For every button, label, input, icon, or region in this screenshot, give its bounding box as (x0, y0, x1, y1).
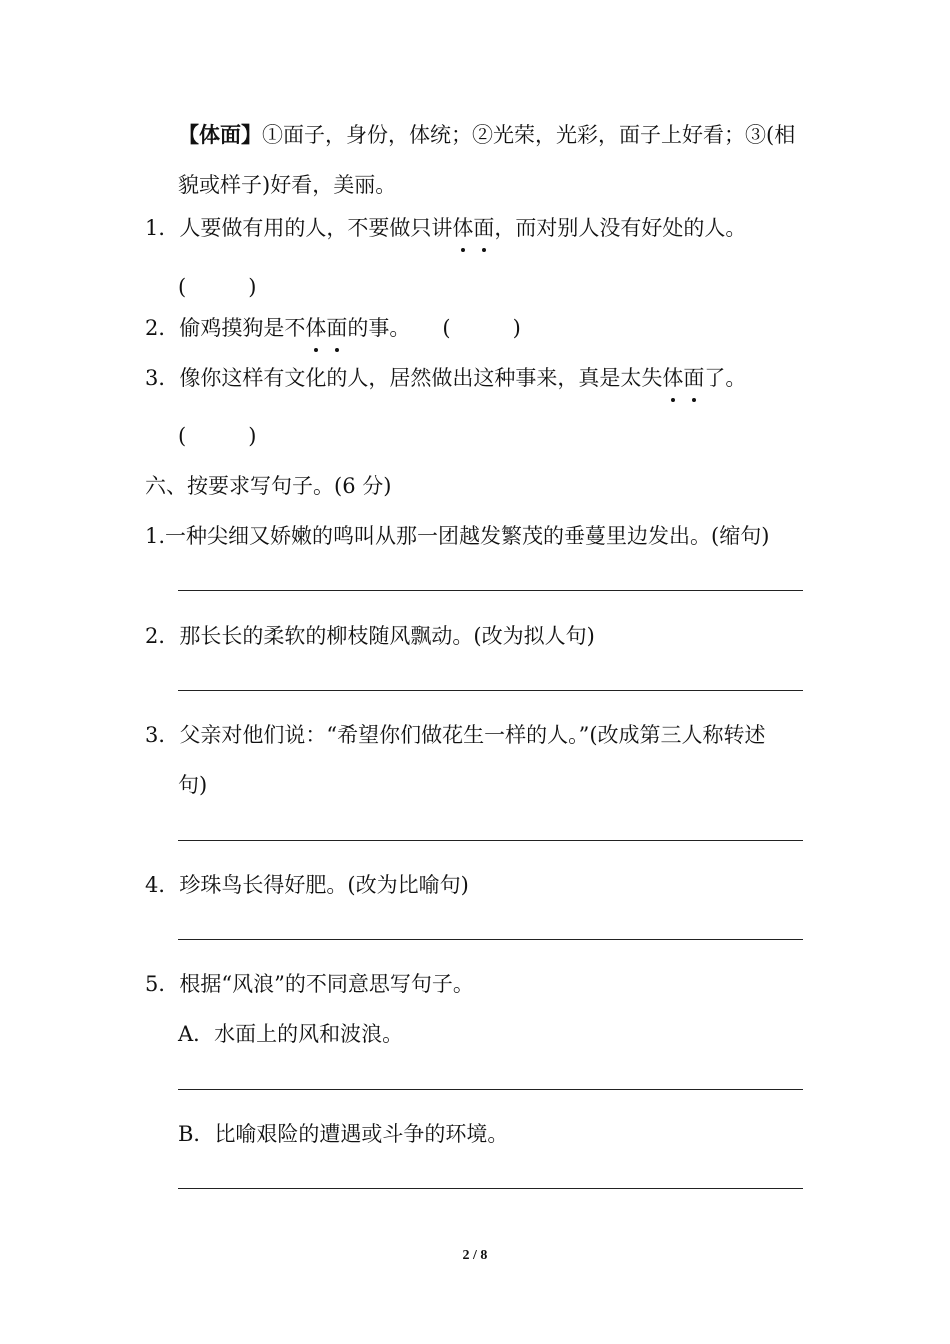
question-4: 4．珍珠鸟长得好肥。(改为比喻句) (145, 873, 469, 897)
definition-term: 【体面】 (178, 122, 262, 147)
emphasis-char: 体 (305, 313, 326, 343)
definition-meaning: ①面子，身份，体统；②光荣，光彩，面子上好看；③(相 (262, 123, 796, 147)
tiwan-item-1: 1．人要做有用的人，不要做只讲体面，而对别人没有好处的人。 (145, 213, 746, 243)
definition-line-1 (178, 120, 795, 150)
question-5: 5．根据“风浪”的不同意思写句子。 (145, 972, 474, 996)
question-1: 1.一种尖细又娇嫩的鸣叫从那一团越发繁茂的垂蔓里边发出。(缩句) (145, 524, 770, 548)
question-2: 2．那长长的柔软的柳枝随风飘动。(改为拟人句) (145, 624, 595, 648)
section-6-title: 六、按要求写句子。(6 分) (145, 474, 392, 498)
emphasis-char: 面 (473, 213, 494, 243)
answer-line-q4[interactable] (178, 939, 803, 940)
answer-paren-1[interactable]: ( ) (178, 275, 257, 299)
answer-line-q2[interactable] (178, 690, 803, 691)
emphasis-char: 体 (662, 363, 683, 393)
answer-line-q5a[interactable] (178, 1089, 803, 1090)
tiwan-item-2: 2．偷鸡摸狗是不体面的事。 ( ) (145, 313, 521, 343)
answer-paren-3[interactable]: ( ) (178, 424, 257, 448)
question-3-continued: 句) (178, 773, 208, 797)
page-number: 2 / 8 (462, 1248, 488, 1263)
emphasis-char: 面 (326, 313, 347, 343)
answer-paren-2[interactable]: ( ) (442, 316, 521, 340)
question-5-a: A．水面上的风和波浪。 (178, 1022, 404, 1046)
answer-line-q3[interactable] (178, 840, 803, 841)
tiwan-item-3: 3．像你这样有文化的人，居然做出这种事来，真是太失体面了。 (145, 363, 746, 393)
question-5-b: B．比喻艰险的遭遇或斗争的环境。 (178, 1122, 509, 1146)
answer-line-q1[interactable] (178, 590, 803, 591)
question-3: 3．父亲对他们说：“希望你们做花生一样的人。”(改成第三人称转述 (145, 723, 766, 747)
answer-line-q5b[interactable] (178, 1188, 803, 1189)
emphasis-char: 面 (683, 363, 704, 393)
emphasis-char: 体 (452, 213, 473, 243)
definition-line-2: 貌或样子)好看，美丽。 (178, 173, 397, 197)
